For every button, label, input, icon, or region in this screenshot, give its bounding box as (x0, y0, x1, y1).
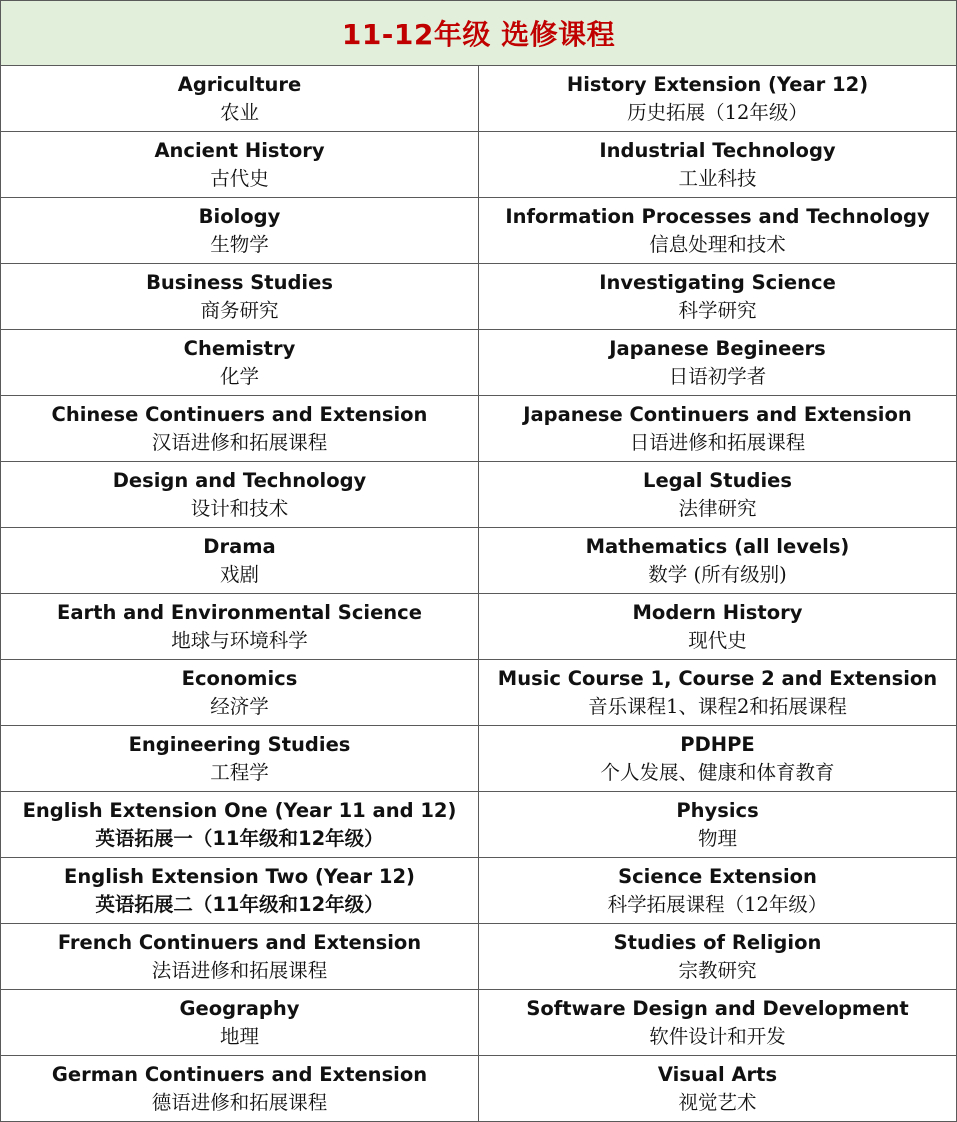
course-name-zh: 农业 (219, 100, 259, 124)
course-cell-right (479, 198, 957, 264)
course-name-zh: 英语拓展二（11年级和12年级） (95, 892, 384, 916)
course-name-en: Biology (198, 204, 281, 228)
course-cell-right (479, 858, 957, 924)
course-cell-left (1, 198, 479, 264)
course-name-en: Investigating Science (599, 270, 836, 294)
course-name-zh: 工业科技 (678, 166, 757, 190)
course-cell-left (1, 264, 479, 330)
course-cell-right (479, 528, 957, 594)
course-name-en: Physics (676, 798, 759, 822)
course-name-zh: 地理 (219, 1024, 259, 1048)
course-cell-left (1, 990, 479, 1056)
course-name-en: Chinese Continuers and Extension (51, 402, 428, 426)
course-name-en: Chemistry (183, 336, 296, 360)
course-cell-right (479, 990, 957, 1056)
title-row (1, 1, 957, 66)
table-row (1, 990, 957, 1056)
table-row (1, 264, 957, 330)
course-name-en: PDHPE (680, 732, 755, 756)
course-name-en: Agriculture (177, 72, 302, 96)
course-name-zh: 地球与环境科学 (171, 628, 308, 652)
course-name-zh: 商务研究 (200, 298, 279, 322)
course-cell-right (479, 264, 957, 330)
course-name-en: History Extension (Year 12) (566, 72, 869, 96)
course-name-en: Design and Technology (112, 468, 367, 492)
course-cell-right (479, 726, 957, 792)
course-name-en: Geography (179, 996, 300, 1020)
course-cell-left (1, 858, 479, 924)
course-name-zh: 德语进修和拓展课程 (151, 1090, 328, 1114)
table-row (1, 858, 957, 924)
course-name-zh: 戏剧 (219, 562, 259, 586)
course-name-en: Japanese Begineers (609, 336, 826, 360)
course-cell-left (1, 330, 479, 396)
course-name-en: Industrial Technology (599, 138, 836, 162)
course-name-en: Science Extension (618, 864, 817, 888)
course-name-en: Mathematics (all levels) (585, 534, 850, 558)
course-name-en: Software Design and Development (526, 996, 909, 1020)
course-cell-left (1, 660, 479, 726)
table-row (1, 132, 957, 198)
table-row (1, 330, 957, 396)
table-row (1, 1056, 957, 1122)
course-cell-left (1, 528, 479, 594)
course-name-en: French Continuers and Extension (57, 930, 422, 954)
course-name-zh: 法语进修和拓展课程 (151, 958, 328, 982)
course-name-en: Earth and Environmental Science (57, 600, 422, 624)
course-name-en: Business Studies (146, 270, 333, 294)
course-name-en: Music Course 1, Course 2 and Extension (497, 666, 938, 690)
course-cell-right (479, 132, 957, 198)
course-name-en: Ancient History (154, 138, 325, 162)
course-cell-right (479, 462, 957, 528)
table-row (1, 792, 957, 858)
course-name-zh: 生物学 (210, 232, 269, 256)
table-row (1, 396, 957, 462)
table-row (1, 462, 957, 528)
course-name-en: Studies of Religion (613, 930, 822, 954)
course-name-zh: 英语拓展一（11年级和12年级） (95, 826, 384, 850)
page-title: 11-12年级 选修课程 (341, 18, 616, 51)
course-name-en: Information Processes and Technology (505, 204, 930, 228)
course-name-en: Drama (203, 534, 276, 558)
course-cell-left (1, 792, 479, 858)
course-name-zh: 工程学 (210, 760, 269, 784)
course-cell-right (479, 660, 957, 726)
course-cell-left (1, 924, 479, 990)
course-name-zh: 古代史 (210, 166, 269, 190)
course-name-zh: 软件设计和开发 (649, 1024, 786, 1048)
title-cell (1, 1, 957, 66)
course-name-zh: 个人发展、健康和体育教育 (600, 760, 835, 784)
course-name-zh: 历史拓展（12年级） (627, 100, 808, 124)
course-name-en: Modern History (632, 600, 803, 624)
course-name-zh: 日语进修和拓展课程 (629, 430, 806, 454)
course-cell-left (1, 1056, 479, 1122)
table-body (1, 1, 957, 1122)
course-name-zh: 宗教研究 (678, 958, 757, 982)
course-cell-right (479, 1056, 957, 1122)
table-row (1, 924, 957, 990)
course-cell-right (479, 924, 957, 990)
course-name-en: Japanese Continuers and Extension (523, 402, 912, 426)
course-cell-right (479, 396, 957, 462)
course-name-zh: 设计和技术 (190, 496, 289, 520)
course-cell-right (479, 330, 957, 396)
course-name-zh: 现代史 (688, 628, 747, 652)
course-name-zh: 法律研究 (678, 496, 757, 520)
course-name-zh: 科学研究 (678, 298, 757, 322)
table-row (1, 528, 957, 594)
course-name-zh: 化学 (219, 364, 259, 388)
course-name-zh: 视觉艺术 (678, 1090, 757, 1114)
table-row (1, 198, 957, 264)
table-row (1, 66, 957, 132)
course-cell-left (1, 594, 479, 660)
course-cell-right (479, 66, 957, 132)
course-name-en: Visual Arts (657, 1062, 778, 1086)
course-name-zh: 音乐课程1、课程2和拓展课程 (588, 694, 847, 718)
course-name-zh: 科学拓展课程（12年级） (607, 892, 828, 916)
course-cell-left (1, 396, 479, 462)
table-row (1, 660, 957, 726)
course-cell-left (1, 132, 479, 198)
course-name-en: German Continuers and Extension (51, 1062, 428, 1086)
table-row (1, 594, 957, 660)
course-name-en: Legal Studies (643, 468, 792, 492)
course-name-en: Engineering Studies (128, 732, 351, 756)
course-name-zh: 经济学 (210, 694, 269, 718)
course-name-en: English Extension Two (Year 12) (64, 864, 415, 888)
course-name-en: Economics (181, 666, 298, 690)
course-name-en: English Extension One (Year 11 and 12) (22, 798, 457, 822)
course-cell-right (479, 792, 957, 858)
course-cell-left (1, 462, 479, 528)
course-cell-right (479, 594, 957, 660)
course-cell-left (1, 726, 479, 792)
course-cell-left (1, 66, 479, 132)
course-name-zh: 汉语进修和拓展课程 (151, 430, 328, 454)
course-name-zh: 信息处理和技术 (649, 232, 786, 256)
course-name-zh: 日语初学者 (668, 364, 767, 388)
course-name-zh: 物理 (697, 826, 737, 850)
table-row (1, 726, 957, 792)
course-name-zh: 数学 (所有级别) (648, 562, 787, 586)
